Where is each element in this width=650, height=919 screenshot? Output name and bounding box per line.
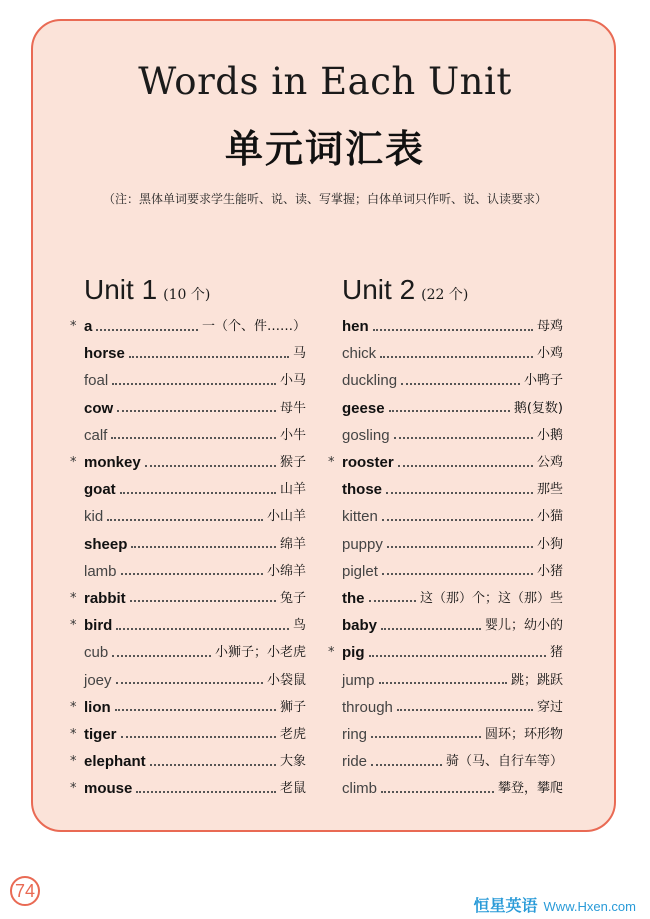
star-marker: * <box>70 618 77 634</box>
unit1-word-list <box>70 313 306 802</box>
entry-meaning: 猴子 <box>279 455 306 471</box>
unit2-title: Unit 2 <box>342 274 416 305</box>
dot-leader <box>389 410 510 412</box>
word-entry <box>84 666 306 693</box>
dot-leader <box>371 764 442 766</box>
star-marker: * <box>70 319 77 334</box>
entry-meaning: 小狗 <box>536 536 563 552</box>
page-number: 74 <box>10 876 40 906</box>
entry-meaning: 穿过 <box>536 699 563 715</box>
word-entry <box>342 503 563 530</box>
watermark <box>474 893 636 916</box>
dot-leader <box>382 573 533 575</box>
dot-leader <box>111 437 276 439</box>
star-marker: * <box>70 781 77 797</box>
word-entry <box>84 558 306 585</box>
entry-meaning: 婴儿；幼小的 <box>484 618 563 634</box>
entry-meaning: 跳；跳跃 <box>510 672 563 688</box>
star-marker: * <box>328 454 335 470</box>
entry-word: lamb <box>84 562 117 580</box>
word-entry <box>342 476 563 503</box>
word-entry <box>342 612 563 639</box>
entry-word: the <box>342 589 365 607</box>
unit1-heading <box>84 274 210 306</box>
page-title-chinese: 单元词汇表 <box>224 127 425 171</box>
dot-leader <box>381 791 494 793</box>
star-marker: * <box>70 454 77 470</box>
dot-leader <box>369 600 416 602</box>
unit2-heading <box>342 274 468 306</box>
dot-leader <box>150 764 276 766</box>
entry-meaning: 小山羊 <box>266 509 306 525</box>
entry-meaning: 小狮子；小老虎 <box>214 645 306 661</box>
entry-word: jump <box>342 671 375 689</box>
entry-meaning: 大象 <box>279 754 306 770</box>
entry-word: elephant <box>84 753 146 771</box>
entry-word: lion <box>84 698 111 716</box>
dot-leader <box>397 709 533 711</box>
word-entry <box>342 666 563 693</box>
entry-meaning: 马 <box>292 346 306 362</box>
watermark-brand: 恒星英语 <box>473 898 538 915</box>
unit2-word-list <box>328 313 563 802</box>
dot-leader <box>107 519 263 521</box>
word-entry <box>70 449 306 476</box>
entry-word: chick <box>342 345 377 363</box>
dot-leader <box>121 573 263 575</box>
entry-meaning: 小鸭子 <box>523 373 563 389</box>
dot-leader <box>117 410 276 412</box>
entry-word: cow <box>84 399 114 417</box>
word-entry <box>70 775 306 802</box>
entry-word: a <box>84 318 93 336</box>
dot-leader <box>131 546 276 548</box>
entry-meaning: 猪 <box>549 645 563 661</box>
word-entry <box>328 639 563 666</box>
word-entry <box>70 612 306 639</box>
dot-leader <box>145 465 276 467</box>
entry-meaning: 小袋鼠 <box>266 672 306 688</box>
word-entry <box>84 531 306 558</box>
entry-word: duckling <box>342 372 398 390</box>
entry-meaning: 一（个、件……） <box>201 319 306 335</box>
word-entry <box>84 639 306 666</box>
entry-meaning: 狮子 <box>279 699 306 715</box>
star-marker: * <box>70 726 77 742</box>
entry-meaning: 那些 <box>536 482 563 498</box>
word-entry <box>342 558 563 585</box>
dot-leader <box>112 383 276 385</box>
entry-meaning: 小牛 <box>279 427 306 443</box>
usage-note: （注：黑体单词要求学生能听、说、读、写掌握；白体单词只作听、说、认读要求） <box>102 192 547 206</box>
word-entry <box>342 340 563 367</box>
entry-word: foal <box>84 372 109 390</box>
entry-meaning: 鸟 <box>292 618 306 634</box>
entry-word: rabbit <box>84 589 126 607</box>
entry-meaning: 鹅(复数) <box>513 400 563 416</box>
word-entry <box>70 585 306 612</box>
entry-meaning: 小鸡 <box>536 346 563 362</box>
dot-leader <box>387 546 533 548</box>
word-entry <box>84 422 306 449</box>
entry-word: tiger <box>84 725 117 743</box>
word-entry <box>84 367 306 394</box>
dot-leader <box>129 356 289 358</box>
entry-meaning: 公鸡 <box>536 455 563 471</box>
entry-meaning: 老虎 <box>279 726 306 742</box>
entry-meaning: 骑（马、自行车等） <box>445 754 563 770</box>
dot-leader <box>381 628 481 630</box>
entry-meaning: 兔子 <box>279 590 306 606</box>
unit1-title: Unit 1 <box>84 274 158 305</box>
entry-word: climb <box>342 780 378 798</box>
entry-word: ride <box>342 753 368 771</box>
star-marker: * <box>70 754 77 769</box>
dot-leader <box>380 356 533 358</box>
dot-leader <box>394 437 533 439</box>
entry-meaning: 圆环；环形物 <box>484 726 563 742</box>
entry-word: ring <box>342 725 368 743</box>
word-entry <box>342 422 563 449</box>
dot-leader <box>398 465 533 467</box>
word-entry <box>70 721 306 748</box>
entry-word: monkey <box>84 454 141 472</box>
word-entry <box>70 694 306 721</box>
watermark-url: Www.Hxen.com <box>543 899 636 914</box>
dot-leader <box>116 628 289 630</box>
dot-leader <box>373 329 533 331</box>
entry-word: through <box>342 698 393 716</box>
word-entry <box>84 340 306 367</box>
unit2-count: (22 个) <box>421 287 469 303</box>
entry-meaning: 小鹅 <box>536 427 563 443</box>
entry-meaning: 小马 <box>279 373 306 389</box>
entry-word: geese <box>342 399 385 417</box>
entry-word: cub <box>84 644 109 662</box>
entry-word: those <box>342 481 383 499</box>
entry-word: kitten <box>342 508 378 526</box>
word-entry <box>84 395 306 422</box>
word-entry <box>342 694 563 721</box>
dot-leader <box>120 492 276 494</box>
dot-leader <box>96 329 198 331</box>
entry-word: horse <box>84 345 125 363</box>
word-entry <box>342 395 563 422</box>
entry-word: piglet <box>342 562 378 580</box>
entry-meaning: 这（那）个；这（那）些 <box>419 590 563 606</box>
dot-leader <box>121 736 276 738</box>
dot-leader <box>130 600 276 602</box>
word-entry <box>342 531 563 558</box>
entry-word: sheep <box>84 535 128 553</box>
dot-leader <box>115 709 276 711</box>
dot-leader <box>382 519 533 521</box>
star-marker: * <box>70 590 77 606</box>
entry-word: hen <box>342 318 369 336</box>
word-entry <box>70 748 306 775</box>
word-entry <box>328 449 563 476</box>
entry-word: pig <box>342 644 365 662</box>
entry-meaning: 绵羊 <box>279 536 306 552</box>
entry-word: kid <box>84 508 104 526</box>
dot-leader <box>369 655 546 657</box>
word-entry <box>342 748 563 775</box>
entry-word: rooster <box>342 454 394 472</box>
word-entry <box>342 585 563 612</box>
dot-leader <box>386 492 533 494</box>
star-marker: * <box>328 645 335 661</box>
entry-meaning: 小猪 <box>536 563 563 579</box>
word-entry <box>342 313 563 340</box>
dot-leader <box>112 655 211 657</box>
star-marker: * <box>70 699 77 715</box>
entry-word: goat <box>84 481 116 499</box>
word-entry <box>342 721 563 748</box>
entry-word: bird <box>84 617 113 635</box>
unit1-count: (10 个) <box>163 287 211 303</box>
entry-meaning: 小猫 <box>536 509 563 525</box>
dot-leader <box>379 682 507 684</box>
entry-word: gosling <box>342 426 390 444</box>
dot-leader <box>401 383 520 385</box>
entry-meaning: 山羊 <box>279 482 306 498</box>
entry-word: calf <box>84 426 108 444</box>
entry-meaning: 小绵羊 <box>266 563 306 579</box>
entry-word: baby <box>342 617 378 635</box>
word-entry <box>342 367 563 394</box>
entry-word: puppy <box>342 535 383 553</box>
dot-leader <box>136 791 276 793</box>
entry-meaning: 母牛 <box>279 400 306 416</box>
entry-word: joey <box>84 671 112 689</box>
word-entry <box>84 503 306 530</box>
word-entry <box>84 476 306 503</box>
dot-leader <box>116 682 263 684</box>
entry-word: mouse <box>84 780 133 798</box>
word-entry <box>70 313 306 340</box>
page-title-english: Words in Each Unit <box>138 60 512 103</box>
entry-meaning: 母鸡 <box>536 319 563 335</box>
word-entry <box>342 775 563 802</box>
entry-meaning: 攀登，攀爬 <box>497 781 563 797</box>
entry-meaning: 老鼠 <box>279 781 306 797</box>
dot-leader <box>371 736 481 738</box>
